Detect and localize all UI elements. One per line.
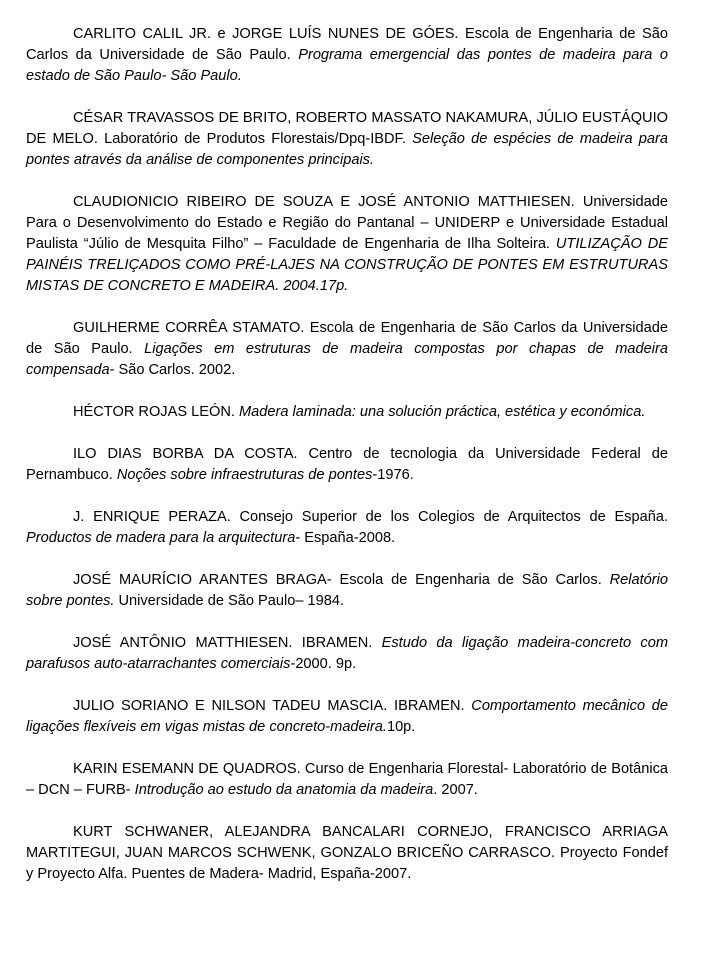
- reference-details: . 2007.: [433, 782, 478, 798]
- reference-title: Estudo da ligação madeira-concreto com parafusos auto-atarrachantes comerciais: [26, 635, 668, 672]
- reference-entry: [26, 822, 668, 885]
- reference-authors: JULIO SORIANO E NILSON TADEU MASCIA. IBRAMEN.: [73, 698, 472, 714]
- reference-authors: KURT SCHWANER, ALEJANDRA BANCALARI CORNEJO, FRANCISCO ARRIAGA MARTITEGUI, JUAN MARCOS SCHWENK, GONZALO BRICEÑO CARRASCO. Proyecto Fondef y Proyecto Alfa. Puentes de Madera- Madrid, España-2007.: [26, 824, 668, 882]
- reference-entry: [26, 633, 668, 675]
- reference-entry: [26, 507, 668, 549]
- reference-details: - España-2008.: [295, 530, 396, 546]
- reference-authors: CARLITO CALIL JR. e JORGE LUÍS NUNES DE GÓES. Escola de Engenharia de São Carlos da Universidade de São Paulo.: [26, 26, 668, 63]
- reference-details: -2000. 9p.: [290, 656, 357, 672]
- reference-details: -1976.: [372, 467, 414, 483]
- reference-details: - São Carlos. 2002.: [109, 362, 236, 378]
- reference-title: Relatório sobre pontes.: [26, 572, 668, 609]
- reference-authors: KARIN ESEMANN DE QUADROS. Curso de Engenharia Florestal- Laboratório de Botânica – DCN – FURB-: [26, 761, 668, 798]
- reference-authors: HÉCTOR ROJAS LEÓN.: [73, 404, 239, 420]
- reference-entry: [26, 444, 668, 486]
- reference-title: Productos de madera para la arquitectura: [26, 530, 296, 546]
- reference-authors: JOSÉ MAURÍCIO ARANTES BRAGA- Escola de Engenharia de São Carlos.: [73, 572, 610, 588]
- reference-title: Programa emergencial das pontes de madeira para o estado de São Paulo- São Paulo.: [26, 47, 668, 84]
- reference-entry: [26, 192, 668, 297]
- reference-entry: [26, 318, 668, 381]
- reference-details: 10p.: [386, 719, 416, 735]
- reference-title: Ligações em estruturas de madeira compostas por chapas de madeira compensada: [26, 341, 669, 378]
- reference-authors: JOSÉ ANTÔNIO MATTHIESEN. IBRAMEN.: [73, 635, 382, 651]
- reference-entry: [26, 570, 668, 612]
- reference-authors: GUILHERME CORRÊA STAMATO. Escola de Engenharia de São Carlos da Universidade de São Paulo.: [26, 320, 668, 357]
- reference-title: Comportamento mecânico de ligações flexíveis em vigas mistas de concreto-madeira.: [26, 698, 669, 735]
- reference-entry: [26, 759, 668, 801]
- reference-authors: J. ENRIQUE PERAZA. Consejo Superior de los Colegios de Arquitectos de España.: [73, 509, 668, 525]
- reference-authors: CLAUDIONICIO RIBEIRO DE SOUZA E JOSÉ ANTONIO MATTHIESEN. Universidade Para o Desenvolvimento do Estado e Região do Pantanal – UNIDERP e Universidade Estadual Paulista “Júlio de Mesquita Filho” – Faculdade de Engenharia de Ilha Solteira.: [26, 194, 668, 252]
- reference-entry: [26, 402, 668, 423]
- reference-authors: ILO DIAS BORBA DA COSTA. Centro de tecnologia da Universidade Federal de Pernambuco.: [26, 446, 668, 483]
- reference-title: Madera laminada: una solución práctica, estética y económica.: [238, 404, 646, 420]
- reference-title: UTILIZAÇÃO DE PAINÉIS TRELIÇADOS COMO PRÉ-LAJES NA CONSTRUÇÃO DE PONTES EM ESTRUTURAS MISTAS DE CONCRETO E MADEIRA. 2004.17p.: [26, 236, 669, 294]
- reference-entry: [26, 108, 668, 171]
- reference-title: Seleção de espécies de madeira para pontes através da análise de componentes principais.: [26, 131, 669, 168]
- reference-entry: [26, 696, 668, 738]
- reference-list: [26, 24, 668, 885]
- reference-details: Universidade de São Paulo– 1984.: [114, 593, 345, 609]
- reference-authors: CÉSAR TRAVASSOS DE BRITO, ROBERTO MASSATO NAKAMURA, JÚLIO EUSTÁQUIO DE MELO. Laboratório de Produtos Florestais/Dpq-IBDF.: [26, 110, 668, 147]
- reference-title: Introdução ao estudo da anatomia da madeira: [134, 782, 434, 798]
- reference-entry: [26, 24, 668, 87]
- reference-title: Noções sobre infraestruturas de pontes: [116, 467, 373, 483]
